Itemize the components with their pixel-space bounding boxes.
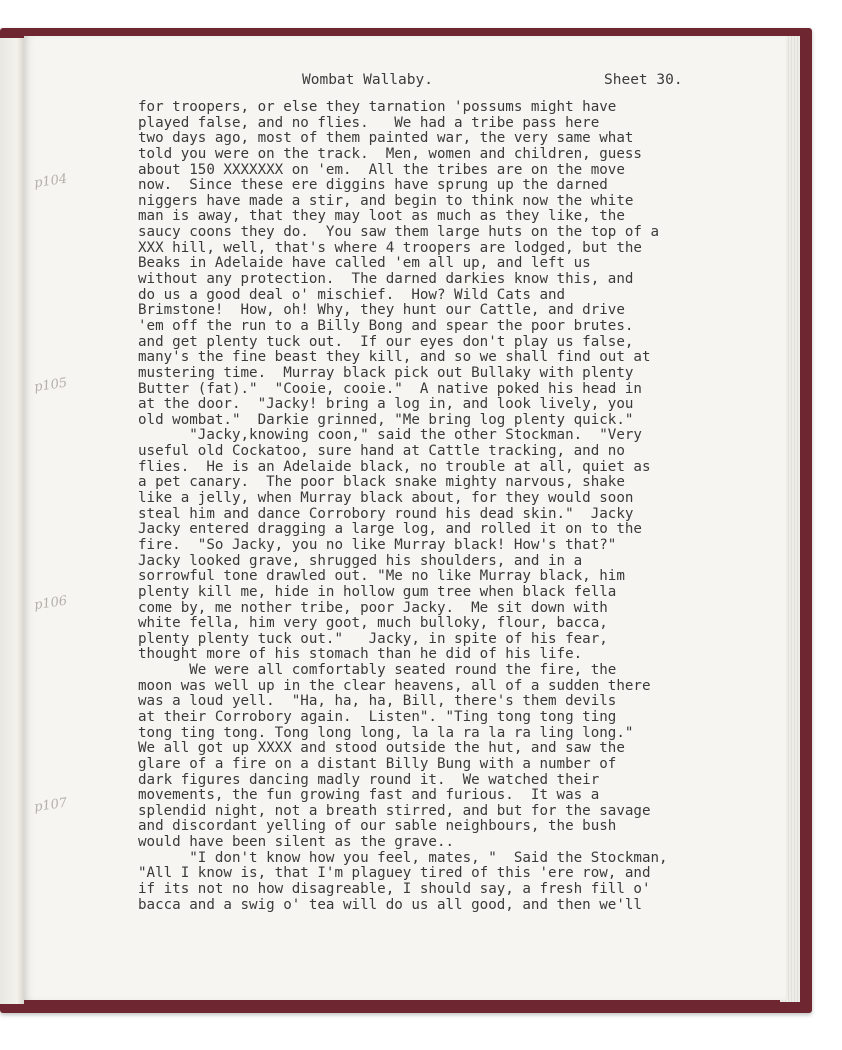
text-line: glare of a fire on a distant Billy Bung with a number of xyxy=(138,755,617,772)
text-line: movements, the fun growing fast and furious. It was a xyxy=(138,787,600,804)
text-line: old wombat." Darkie grinned, "Me bring log plenty quick." xyxy=(138,411,634,428)
text-line: Jacky entered dragging a large log, and rolled it on to the xyxy=(138,521,642,538)
text-line: saucy coons they do. You saw them large huts on the top of a xyxy=(138,224,660,241)
text-line: fire. "So Jacky, you no like Murray black! How's that?" xyxy=(138,536,617,553)
text-line: a pet canary. The poor black snake mighty narvous, shake xyxy=(138,474,625,491)
margin-page-note: p105 xyxy=(33,375,69,396)
text-line: moon was well up in the clear heavens, all of a sudden there xyxy=(138,677,651,694)
text-line: for troopers, or else they tarnation 'possums might have xyxy=(138,99,617,115)
text-line: thought more of his stomach than he did of his life. xyxy=(138,646,583,663)
text-line: splendid night, not a breath stirred, and but for the savage xyxy=(138,802,651,819)
text-line: two days ago, most of them painted war, the very same what xyxy=(138,130,634,147)
text-line: come by, me nother tribe, poor Jacky. Me sit down with xyxy=(138,599,608,616)
text-line: dark figures dancing madly round it. We watched their xyxy=(138,771,600,788)
text-line: if its not no how disagreable, I should say, a fresh fill o' xyxy=(138,881,651,898)
margin-page-note: p107 xyxy=(33,795,69,816)
text-line: bacca and a swig o' tea will do us all good, and then we'll xyxy=(138,896,642,913)
text-line: would have been silent as the grave.. xyxy=(138,834,455,851)
text-line: many's the fine beast they kill, and so we shall find out at xyxy=(138,349,651,366)
text-line: Butter (fat)." "Cooie, cooie." A native poked his head in xyxy=(138,380,642,397)
margin-page-note: p104 xyxy=(33,171,69,192)
text-line: tong ting tong. Tong long long, la la ra la ra ling long." xyxy=(138,724,634,741)
text-line: niggers have made a stir, and begin to think now the white xyxy=(138,192,634,209)
text-line: about 150 XXXXXXX on 'em. All the tribes are on the move xyxy=(138,161,625,178)
text-line: "Jacky,knowing coon," said the other Stockman. "Very xyxy=(138,427,642,444)
text-line: told you were on the track. Men, women and children, guess xyxy=(138,145,642,162)
text-line: useful old Cockatoo, sure hand at Cattle tracking, and no xyxy=(138,443,625,460)
document-title: Wombat Wallaby. xyxy=(302,72,433,88)
text-line: plenty kill me, hide in hollow gum tree when black fella xyxy=(138,583,617,600)
text-line: like a jelly, when Murray black about, for they would soon xyxy=(138,490,634,507)
body-text xyxy=(138,100,738,913)
text-line: do us a good deal o' mischief. How? Wild Cats and xyxy=(138,286,566,303)
text-line: sorrowful tone drawled out. "Me no like Murray black, him xyxy=(138,568,625,585)
text-line: played false, and no flies. We had a tribe pass here xyxy=(138,114,600,131)
text-line: without any protection. The darned darkies know this, and xyxy=(138,271,634,288)
text-line: mustering time. Murray black pick out Bullaky with plenty xyxy=(138,364,634,381)
text-line: Beaks in Adelaide have called 'em all up, and left us xyxy=(138,255,591,272)
text-line: now. Since these ere diggins have sprung up the darned xyxy=(138,177,608,194)
margin-page-note: p106 xyxy=(33,593,69,614)
text-line: We were all comfortably seated round the fire, the xyxy=(138,662,617,679)
text-line: 'em off the run to a Billy Bong and spear the poor brutes. xyxy=(138,317,634,334)
text-line: at the door. "Jacky! bring a log in, and look lively, you xyxy=(138,396,634,413)
text-line: plenty plenty tuck out." Jacky, in spite of his fear, xyxy=(138,630,608,647)
text-line: at their Corrobory again. Listen". "Ting tong tong ting xyxy=(138,708,617,725)
left-page-edge xyxy=(0,38,24,1004)
text-line: was a loud yell. "Ha, ha, ha, Bill, there's them devils xyxy=(138,693,617,710)
text-line: white fella, him very goot, much bulloky, flour, bacca, xyxy=(138,615,608,632)
sheet-number: Sheet 30. xyxy=(604,72,683,88)
text-line: man is away, that they may loot as much as they like, the xyxy=(138,208,625,225)
text-line: "I don't know how you feel, mates, " Said the Stockman, xyxy=(138,849,668,866)
text-line: XXX hill, well, that's where 4 troopers are lodged, but the xyxy=(138,239,642,256)
text-line: Jacky looked grave, shrugged his shoulders, and in a xyxy=(138,552,583,569)
text-line: and discordant yelling of our sable neighbours, the bush xyxy=(138,818,617,835)
text-line: Brimstone! How, oh! Why, they hunt our Cattle, and drive xyxy=(138,302,625,319)
text-line: We all got up XXXX and stood outside the hut, and saw the xyxy=(138,740,625,757)
text-line: flies. He is an Adelaide black, no trouble at all, quiet as xyxy=(138,458,651,475)
text-line: and get plenty tuck out. If our eyes don't play us false, xyxy=(138,333,634,350)
text-line: "All I know is, that I'm plaguey tired of this 'ere row, and xyxy=(138,865,651,882)
text-line: steal him and dance Corrobory round his dead skin." Jacky xyxy=(138,505,634,522)
